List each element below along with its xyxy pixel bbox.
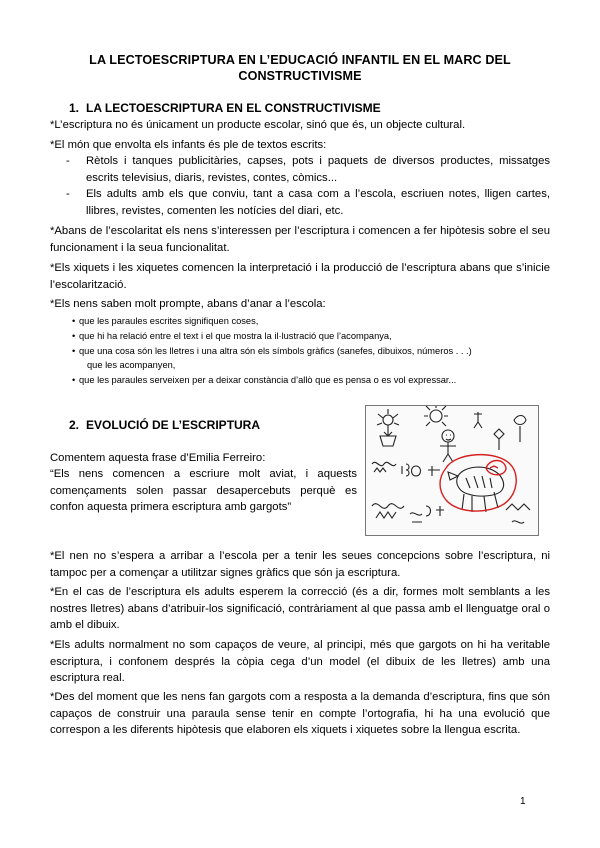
bullet-item-3-continued: que les acompanyen, [87,360,176,370]
ferreiro-quote: “Els nens comencen a escriure molt aviat, i aquests començaments solen passar desapercebuts perquè es confon aquesta primera escriptura amb gargots” [50,468,357,514]
list-item-continuation [72,359,562,372]
section2-number: 2. [69,418,80,432]
bullet-marker: • [72,375,76,385]
section1-heading-text: LA LECTOESCRIPTURA EN EL CONSTRUCTIVISME [86,101,381,115]
list-item [72,345,562,358]
section1-paragraph-1: *L’escriptura no és únicament un producte escolar, sinó que és, un objecte cultural. [50,119,466,131]
page-number: 1 [520,796,526,807]
bullet-item-2: que hi ha relació entre el text i el que mostra la il·lustració que l’acompanya, [79,331,392,341]
section1-heading [69,101,381,116]
section2-paragraph-4: *Des del moment que les nens fan gargots com a resposta a la demanda d’escriptura, fins que són capaços de construir una paraula sense tenir en compte l’ortografia, hi ha una evolució que correspon a les diferents hipòtesis que elaboren els xiquets i xiquetes sobre la llengua escrita. [50,691,550,737]
list-item [66,186,550,219]
child-drawing-sketch [366,406,538,535]
section2-intro: Comentem aquesta frase d’Emilia Ferreiro: [50,452,266,464]
section2-paragraph-3: *Els adults normalment no som capaços de veure, al principi, més que gargots on hi ha veritable escriptura, i confonem després la còpia cega d’un model (el dibuix de les lletres) amb una escriptura real. [50,639,550,685]
dash-marker: - [66,188,70,200]
list-item [72,330,562,343]
dash-marker: - [66,155,70,167]
section2-paragraph-2: *En el cas de l’escriptura els adults esperem la correcció (és a dir, formes molt semblants a les nostres lletres) abans d’atribuir-los significació, contràriament al que passa amb el llenguatge oral o amb el dibuix. [50,586,550,632]
section1-paragraph-3: *Abans de l’escolaritat els nens s’interessen per l’escriptura i comencen a fer hipòtesis sobre el seu funcionament i la seua funcionalitat. [50,225,550,254]
dash-item-2: Els adults amb els que conviu, tant a casa com a l’escola, escriuen notes, lligen cartes, llibres, revistes, comenten les notícies del diari, etc. [86,188,550,217]
section1-paragraph-5: *Els nens saben molt prompte, abans d’anar a l’escola: [50,298,326,310]
bullet-item-1: que les paraules escrites signifiquen coses, [79,316,259,326]
section1-paragraph-4: *Els xiquets i les xiquetes comencen la interpretació i la producció de l’escriptura abans que s’inicie l’escolarització. [50,262,550,291]
section2-paragraph-1: *El nen no s’espera a arribar a l’escola per a tenir les seues concepcions sobre l’escriptura, ni tampoc per a començar a utilitzar signes gràfics que són ja escriptura. [50,550,550,579]
page-title [40,52,560,84]
list-item [72,315,562,328]
title-line-2: CONSTRUCTIVISME [238,69,362,83]
title-line-1: LA LECTOESCRIPTURA EN L’EDUCACIÓ INFANTIL EN EL MARC DEL [89,53,511,67]
bullet-marker: • [72,331,76,341]
bullet-item-3: que una cosa són les lletres i una altra són els símbols gràfics (sanefes, dibuixos, números . . .) [79,346,472,356]
bullet-item-4: que les paraules serveixen per a deixar constància d’allò que es pensa o es vol expressar... [79,375,457,385]
section2-heading-text: EVOLUCIÓ DE L’ESCRIPTURA [86,418,261,432]
dash-item-1: Rètols i tanques publicitàries, capses, pots i paquets de diversos productes, missatges escrits televisius, diaris, revistes, contes, còmics... [86,155,550,184]
bullet-marker: • [72,316,76,326]
bullet-marker: • [72,346,76,356]
list-item [66,153,550,186]
list-item [72,374,562,387]
section1-paragraph-2: *El món que envolta els infants és ple de textos escrits: [50,139,327,151]
section2-heading [69,418,260,433]
section1-number: 1. [69,101,80,115]
child-drawing-image [365,405,539,536]
